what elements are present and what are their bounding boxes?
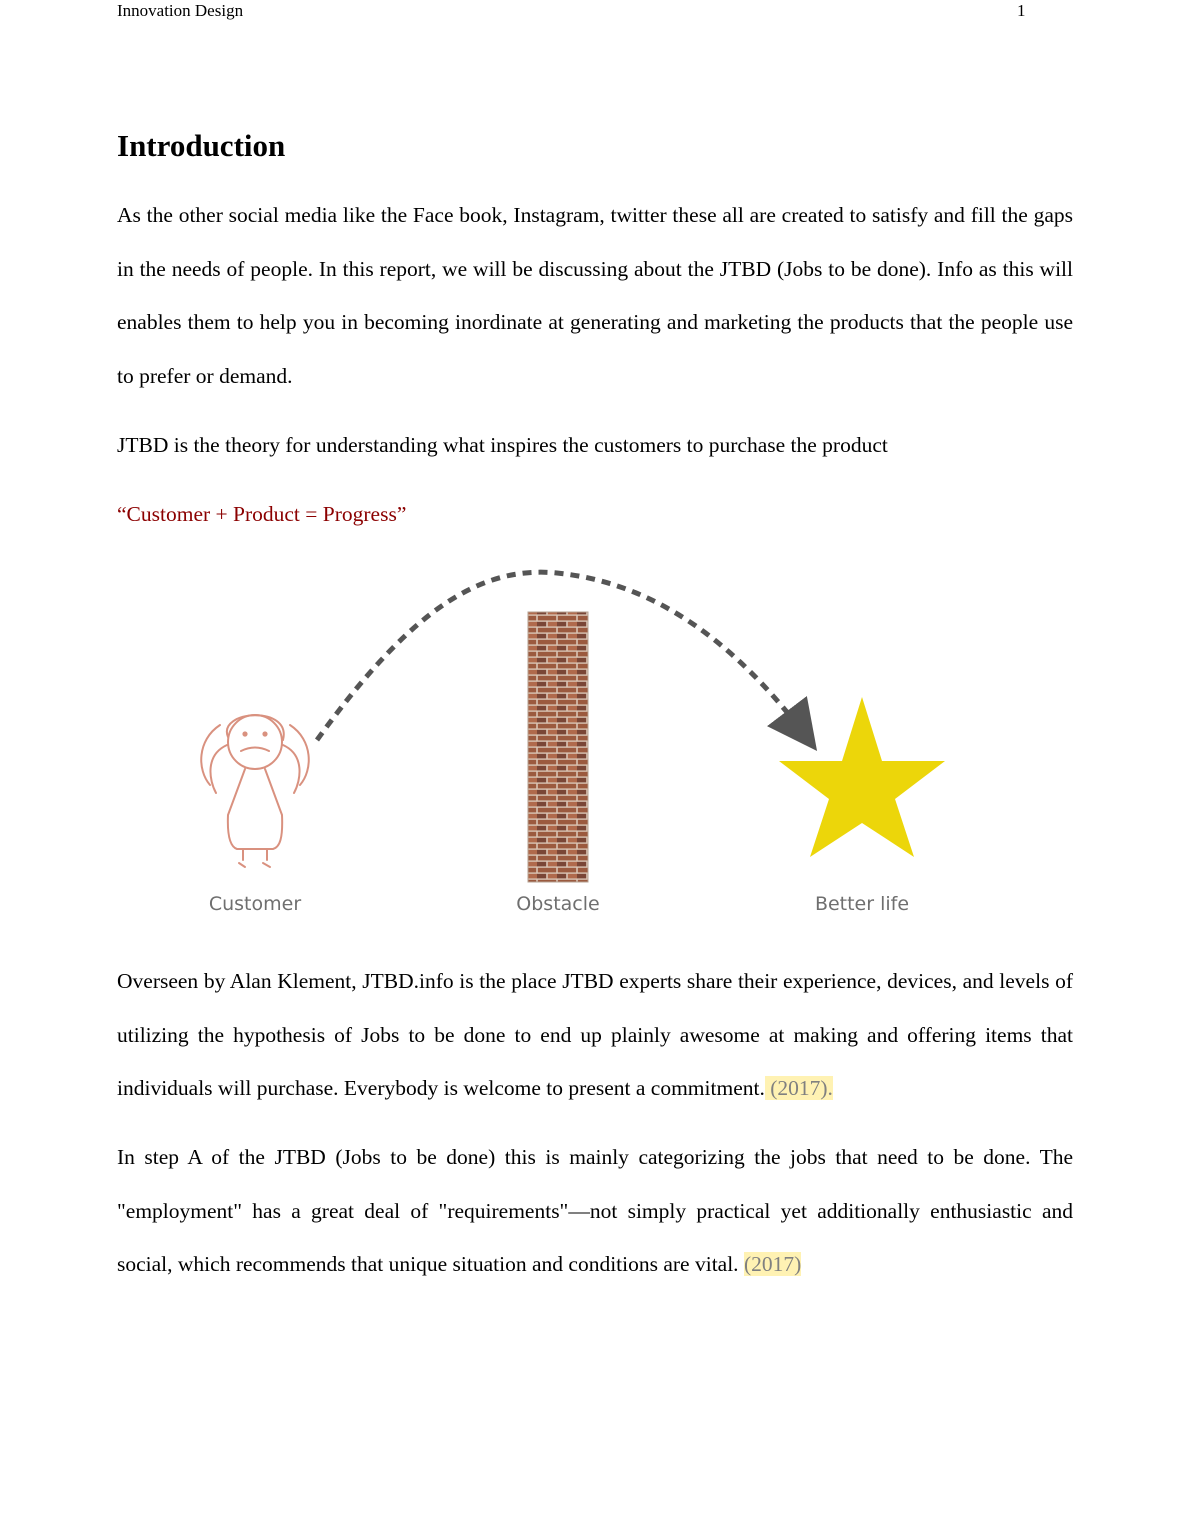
- star-icon: [779, 697, 945, 857]
- step-a-paragraph: [117, 1131, 1073, 1292]
- figure-label-obstacle: Obstacle: [516, 893, 600, 915]
- brick-wall-icon: [528, 612, 588, 882]
- section-heading: Introduction: [117, 128, 286, 163]
- figure-label-customer: Customer: [208, 893, 302, 915]
- page-number: 1: [1017, 1, 1026, 20]
- jtbd-illustration: [117, 555, 1073, 930]
- step-a-text: In step A of the JTBD (Jobs to be done) this is mainly categorizing the jobs that need to be done. The "employment" has a great deal of "requirements"—not simply practical yet additionally enthusiastic and social, which recommends that unique situation and conditions are vital.: [117, 1145, 1073, 1277]
- jtbd-info-text: Overseen by Alan Klement, JTBD.info is the place JTBD experts share their experience, devices, and levels of utilizing the hypothesis of Jobs to be done to end up plainly awesome at making and offering items that individuals will purchase. Everybody is welcome to present a commitment.: [117, 969, 1073, 1101]
- progress-quote: “Customer + Product = Progress”: [117, 502, 407, 526]
- jtbd-definition-paragraph: JTBD is the theory for understanding what inspires the customers to purchase the product: [117, 433, 888, 457]
- jtbd-figure: [117, 555, 1073, 930]
- running-head: Innovation Design: [117, 1, 244, 20]
- jtbd-info-paragraph: [117, 955, 1073, 1116]
- figure-label-better-life: Better life: [814, 893, 910, 915]
- citation-highlight: (2017).: [764, 1076, 833, 1101]
- citation-highlight: (2017): [743, 1252, 802, 1277]
- customer-figure-icon: [201, 715, 309, 867]
- intro-paragraph: As the other social media like the Face book, Instagram, twitter these all are created to satisfy and fill the gaps in the needs of people. In this report, we will be discussing about the JTBD (Jobs to be done). Info as this will enables them to help you in becoming inordinate at generating and marketing the products that the people use to prefer or demand.: [117, 203, 1073, 389]
